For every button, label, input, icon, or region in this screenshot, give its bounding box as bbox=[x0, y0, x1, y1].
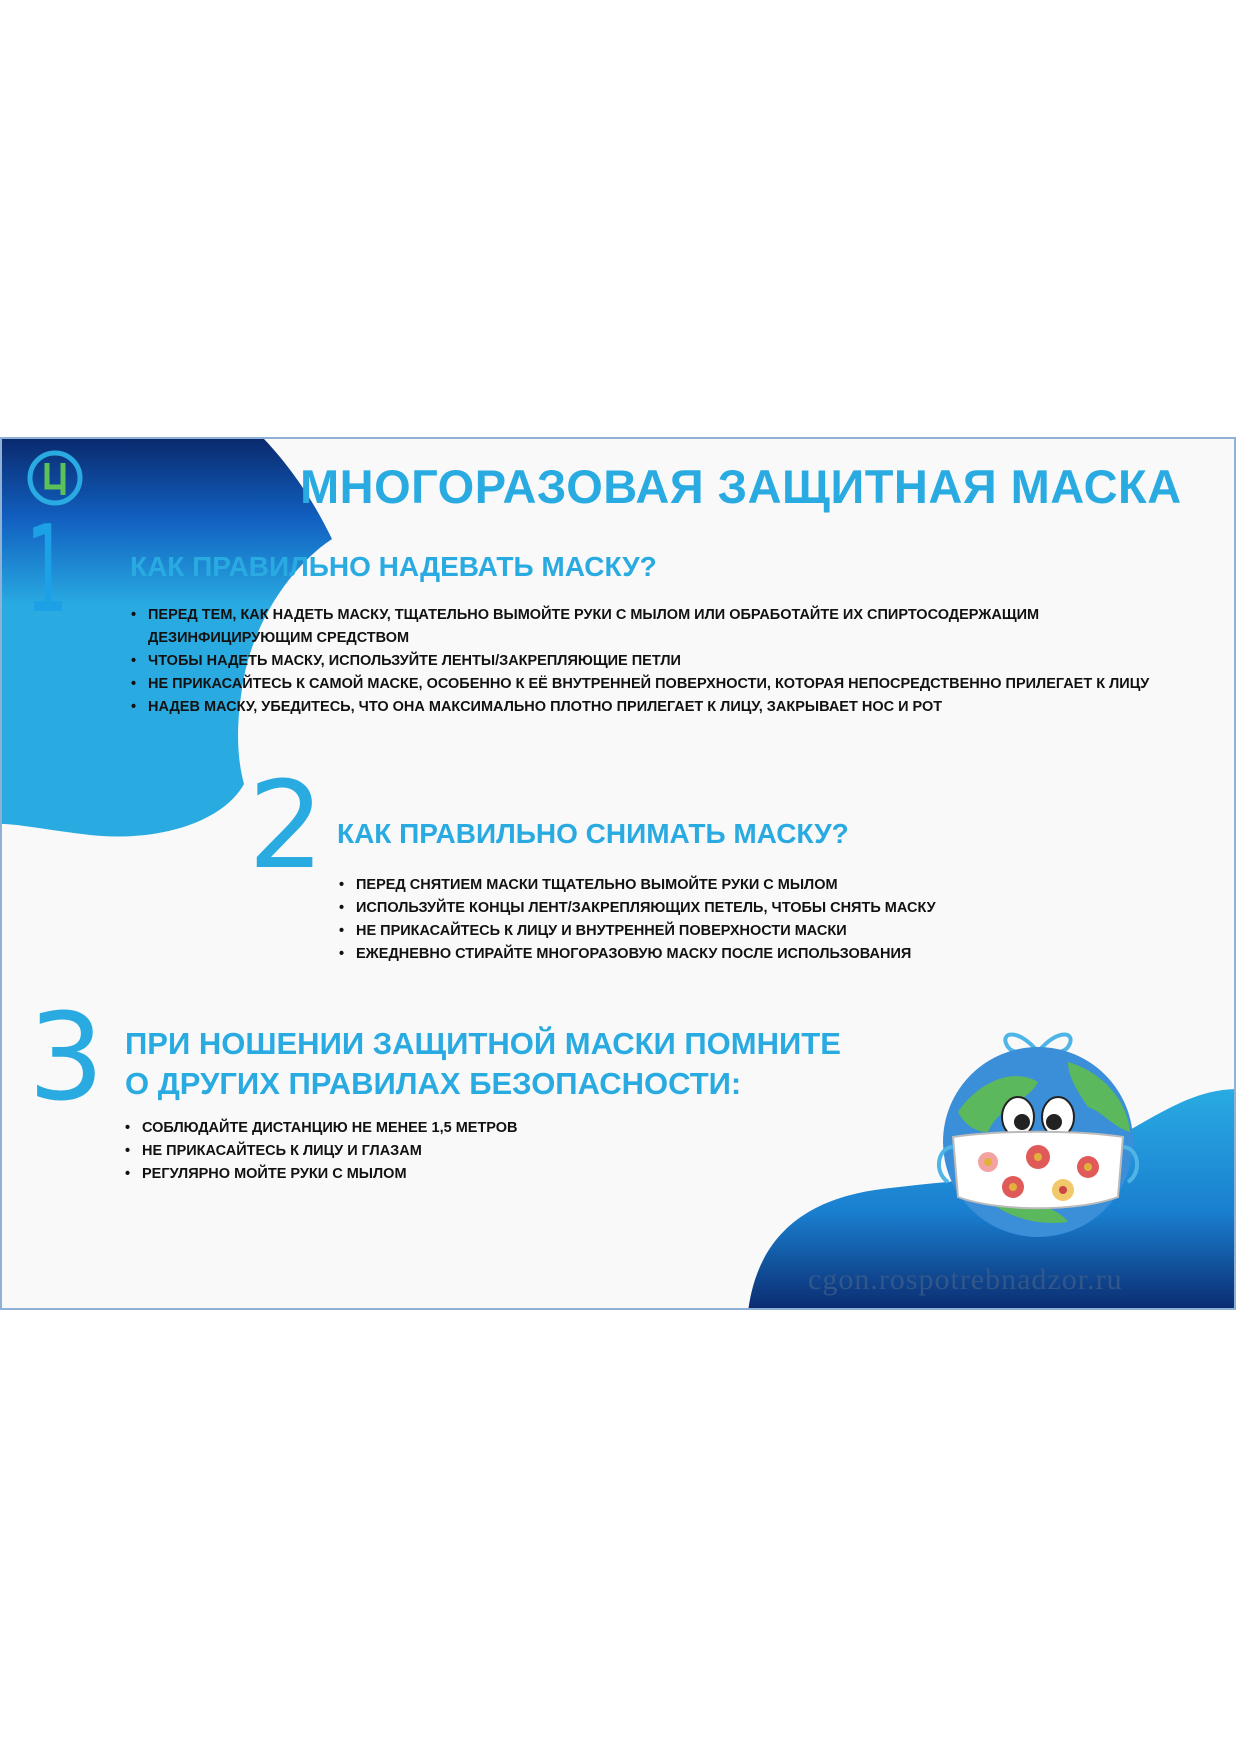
cgon-logo-icon bbox=[26, 449, 84, 507]
section-1-heading: КАК ПРАВИЛЬНО НАДЕВАТЬ МАСКУ? bbox=[130, 551, 657, 582]
section-3-heading-line-1: ПРИ НОШЕНИИ ЗАЩИТНОЙ МАСКИ ПОМНИТЕ bbox=[125, 1026, 841, 1061]
poster bbox=[0, 437, 1236, 1310]
section-2-heading: КАК ПРАВИЛЬНО СНИМАТЬ МАСКУ? bbox=[337, 818, 849, 849]
section-3-heading bbox=[125, 1024, 841, 1104]
list-item: • ПЕРЕД СНЯТИЕМ МАСКИ ТЩАТЕЛЬНО ВЫМОЙТЕ РУКИ С МЫЛОМ bbox=[336, 874, 1036, 897]
globe-mascot-in-mask-icon bbox=[918, 1022, 1158, 1248]
list-item: • ИСПОЛЬЗУЙТЕ КОНЦЫ ЛЕНТ/ЗАКРЕПЛЯЮЩИХ ПЕТЕЛЬ, ЧТОБЫ СНЯТЬ МАСКУ bbox=[336, 897, 1036, 920]
list-item: • ЧТОБЫ НАДЕТЬ МАСКУ, ИСПОЛЬЗУЙТЕ ЛЕНТЫ/ЗАКРЕПЛЯЮЩИЕ ПЕТЛИ bbox=[128, 650, 1163, 673]
website-url: cgon.rospotrebnadzor.ru bbox=[808, 1263, 1123, 1296]
list-item: • НАДЕВ МАСКУ, УБЕДИТЕСЬ, ЧТО ОНА МАКСИМАЛЬНО ПЛОТНО ПРИЛЕГАЕТ К ЛИЦУ, ЗАКРЫВАЕТ НОС И РОТ bbox=[128, 696, 1163, 719]
list-item: • ПЕРЕД ТЕМ, КАК НАДЕТЬ МАСКУ, ТЩАТЕЛЬНО ВЫМОЙТЕ РУКИ С МЫЛОМ ИЛИ ОБРАБОТАЙТЕ ИХ СПИРТОСОДЕРЖАЩИМ ДЕЗИНФИЦИРУЮЩИМ СРЕДСТВОМ bbox=[128, 604, 1163, 650]
section-3-list bbox=[122, 1117, 722, 1186]
page-title: МНОГОРАЗОВАЯ ЗАЩИТНАЯ МАСКА bbox=[300, 460, 1182, 513]
section-2-list bbox=[336, 874, 1036, 966]
section-1-number: 1 bbox=[26, 501, 68, 640]
list-item: • НЕ ПРИКАСАЙТЕСЬ К САМОЙ МАСКЕ, ОСОБЕННО К ЕЁ ВНУТРЕННЕЙ ПОВЕРХНОСТИ, КОТОРАЯ НЕПОСРЕДСТВЕННО ПРИЛЕГАЕТ К ЛИЦУ bbox=[128, 673, 1163, 696]
section-3-number: 3 bbox=[28, 989, 105, 1128]
section-2-number: 2 bbox=[248, 757, 325, 896]
list-item: • НЕ ПРИКАСАЙТЕСЬ К ЛИЦУ И ГЛАЗАМ bbox=[122, 1140, 722, 1163]
list-item: • НЕ ПРИКАСАЙТЕСЬ К ЛИЦУ И ВНУТРЕННЕЙ ПОВЕРХНОСТИ МАСКИ bbox=[336, 920, 1036, 943]
list-item: • РЕГУЛЯРНО МОЙТЕ РУКИ С МЫЛОМ bbox=[122, 1163, 722, 1186]
list-item: • ЕЖЕДНЕВНО СТИРАЙТЕ МНОГОРАЗОВУЮ МАСКУ ПОСЛЕ ИСПОЛЬЗОВАНИЯ bbox=[336, 943, 1036, 966]
section-3-heading-line-2: О ДРУГИХ ПРАВИЛАХ БЕЗОПАСНОСТИ: bbox=[125, 1066, 742, 1101]
list-item: • СОБЛЮДАЙТЕ ДИСТАНЦИЮ НЕ МЕНЕЕ 1,5 МЕТРОВ bbox=[122, 1117, 722, 1140]
section-1-list bbox=[128, 604, 1163, 719]
